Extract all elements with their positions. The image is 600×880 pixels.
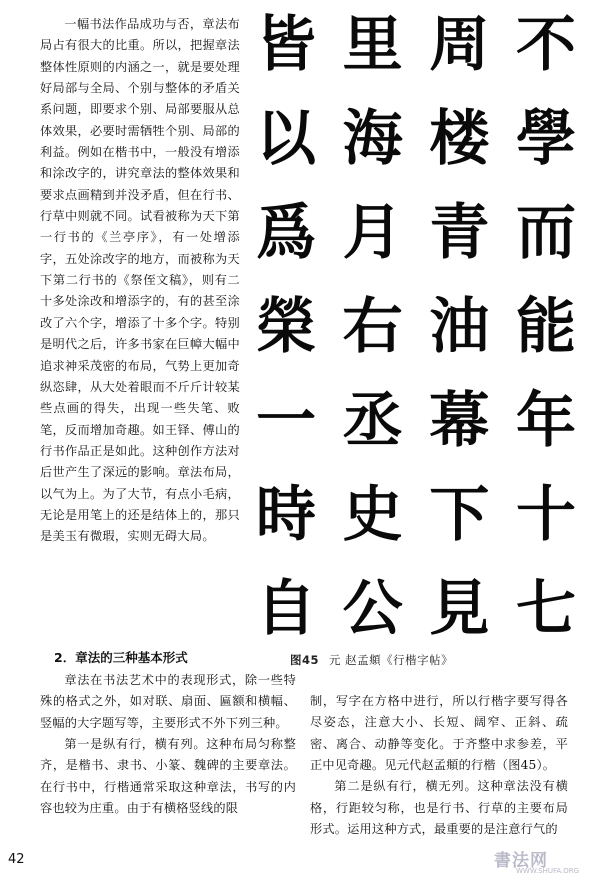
calligraphy-char: 油	[429, 292, 490, 362]
lower-left-text	[40, 670, 296, 819]
calligraphy-char: 史	[342, 480, 403, 550]
calligraphy-char: 青	[429, 198, 490, 268]
calligraphy-char: 楼	[429, 104, 490, 174]
calligraphy-char: 一	[256, 386, 316, 456]
calligraphy-char: 皆	[256, 10, 316, 80]
figure-caption-text: 元 赵孟頫《行楷字帖》	[329, 653, 454, 667]
calligraphy-char: 爲	[256, 198, 316, 268]
calligraphy-char: 年	[515, 386, 576, 456]
paragraph: 章法在书法艺术中的表现形式，除一些特殊的格式之外，如对联、扇面、匾额和横幅、竖幅的大字题写等，主要形式不外下列三种。	[40, 673, 296, 730]
calligraphy-char: 公	[342, 574, 403, 644]
calligraphy-char: 幕	[429, 386, 490, 456]
calligraphy-char: 下	[429, 480, 490, 550]
calligraphy-char: 以	[256, 104, 316, 174]
paragraph: 第二是纵有行，横无列。这种章法没有横格，行距较匀称，也是行书、行草的主要布局形式。运用这种方式，最重要的是注意行气的	[310, 779, 568, 837]
paragraph: 第一是纵有行，横有列。这种布局匀称整齐，是楷书、隶书、小篆、魏碑的主要章法。在行书中，行楷通常采取这种章法，书写的内容也较为庄重。由于有横格竖线的限	[40, 737, 296, 816]
calligraphy-column-1	[506, 12, 586, 642]
calligraphy-char: 海	[342, 104, 403, 174]
section-title: 2．章法的三种基本形式	[54, 650, 188, 665]
lower-right-text	[310, 691, 568, 840]
calligraphy-char: 丞	[342, 386, 403, 456]
upper-left-text	[40, 14, 240, 548]
calligraphy-char: 能	[515, 292, 576, 362]
calligraphy-char: 右	[342, 292, 403, 362]
watermark-logo: 書法网	[494, 851, 548, 871]
figure-number: 图45	[290, 653, 320, 667]
intro-paragraph: 一幅书法作品成功与否，章法布局占有很大的比重。所以，把握章法整体性原则的内涵之一，就是要处理好局部与全局、个别与整体的矛盾关系问题，即要求个别、局部要服从总体效果，必要时需牺牲个别、局部的利益。例如在楷书中，一般没有增添和涂改字的，讲究章法的整体效果和要求点画精到并没矛盾，但在行书、行草中则就不同。试看被称为天下第一行书的《兰亭序》，有一处增添字，五处涂改字的地方，而被称为天下第二行书的《祭侄文稿》，则有二十多处涂改和增添字的，有的甚至涂改了六个字，增添了十多个字。特别是明代之后，许多书家在巨幛大幅中追求神采茂密的布局，气势上更加奇纵恣肆，从大处着眼而不斤斤计较某些点画的得失，出现一些失笔、败笔，反而增加奇趣。如王铎、傅山的行书作品正是如此。这种创作方法对后世产生了深远的影响。章法布局，以气为上。为了大节，有点小毛病，无论是用笔上的还是结体上的，那只是美玉有微瑕，实则无碍大局。	[40, 17, 240, 544]
page-number: 42	[8, 852, 25, 867]
calligraphy-char: 榮	[256, 292, 316, 362]
calligraphy-char: 學	[515, 104, 576, 174]
calligraphy-figure	[246, 12, 586, 642]
calligraphy-char: 月	[342, 198, 403, 268]
calligraphy-char: 時	[256, 480, 316, 550]
paragraph: 制，写字在方格中进行，所以行楷字要写得各尽姿态，注意大小、长短、阔窄、正斜、疏密、离合、动静等变化。于齐整中求参差，平正中见奇趣。见元代赵孟頫的行楷（图45）。	[310, 694, 568, 773]
calligraphy-char: 周	[429, 10, 490, 80]
calligraphy-char: 十	[515, 480, 576, 550]
calligraphy-column-4	[246, 12, 326, 642]
calligraphy-char: 七	[515, 574, 576, 644]
calligraphy-char: 自	[256, 574, 316, 644]
calligraphy-column-2	[419, 12, 499, 642]
site-watermark	[494, 846, 594, 876]
calligraphy-column-3	[333, 12, 413, 642]
calligraphy-char: 不	[515, 10, 576, 80]
watermark-url: WWW.SHUFA.ORG	[516, 867, 580, 875]
calligraphy-char: 而	[515, 198, 576, 268]
figure-caption	[290, 652, 590, 668]
calligraphy-char: 里	[342, 10, 403, 80]
calligraphy-char: 見	[429, 574, 490, 644]
